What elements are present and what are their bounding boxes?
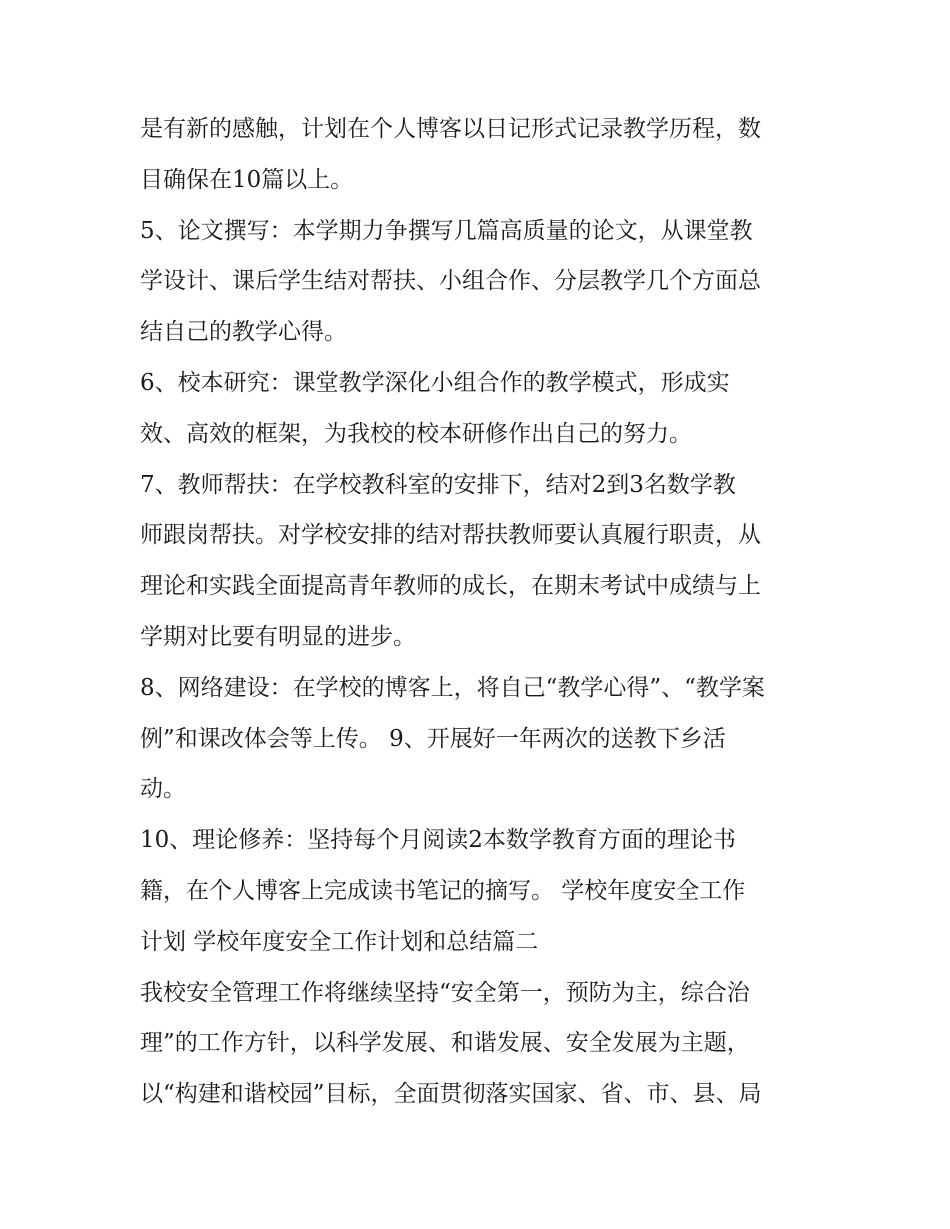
text-line-3: 5、论文撰写：本学期力争撰写几篇高质量的论文，从课堂教 <box>140 217 753 244</box>
text-line-18: 我校安全管理工作将继续坚持“安全第一，预防为主，综合治 <box>140 979 750 1006</box>
text-line-5: 结自己的教学心得。 <box>140 319 347 346</box>
document-body <box>140 109 840 1125</box>
text-line-20: 以“构建和谐校园”目标，全面贯彻落实国家、省、市、县、局 <box>140 1081 762 1108</box>
text-line-14: 动。 <box>140 776 186 803</box>
text-line-9: 师跟岗帮扶。对学校安排的结对帮扶教师要认真履行职责，从 <box>140 522 761 549</box>
text-line-6: 6、校本研究：课堂教学深化小组合作的教学模式，形成实 <box>140 369 730 396</box>
text-line-16: 籍，在个人博客上完成读书笔记的摘写。 学校年度安全工作 <box>140 877 746 904</box>
text-line-2: 目确保在10篇以上。 <box>140 166 354 193</box>
text-line-19: 理”的工作方针，以科学发展、和谐发展、安全发展为主题， <box>140 1030 750 1057</box>
text-line-11: 学期对比要有明显的进步。 <box>140 623 416 650</box>
text-line-12: 8、网络建设：在学校的博客上，将自己“教学心得”、“教学案 <box>140 674 765 701</box>
text-line-7: 效、高效的框架，为我校的校本研修作出自己的努力。 <box>140 420 692 447</box>
text-line-4: 学设计、课后学生结对帮扶、小组合作、分层教学几个方面总 <box>140 268 761 295</box>
text-line-13: 例”和课改体会等上传。 9、开展好一年两次的送教下乡活 <box>140 725 726 752</box>
text-line-8: 7、教师帮扶：在学校教科室的安排下，结对2到3名数学教 <box>140 471 736 498</box>
text-line-15: 10、理论修养：坚持每个月阅读2本数学教育方面的理论书 <box>140 827 736 854</box>
text-line-1: 是有新的感触，计划在个人博客以日记形式记录教学历程，数 <box>140 116 761 142</box>
text-line-10: 理论和实践全面提高青年教师的成长，在期末考试中成绩与上 <box>140 573 761 600</box>
text-line-17: 计划 学校年度安全工作计划和总结篇二 <box>140 928 539 955</box>
